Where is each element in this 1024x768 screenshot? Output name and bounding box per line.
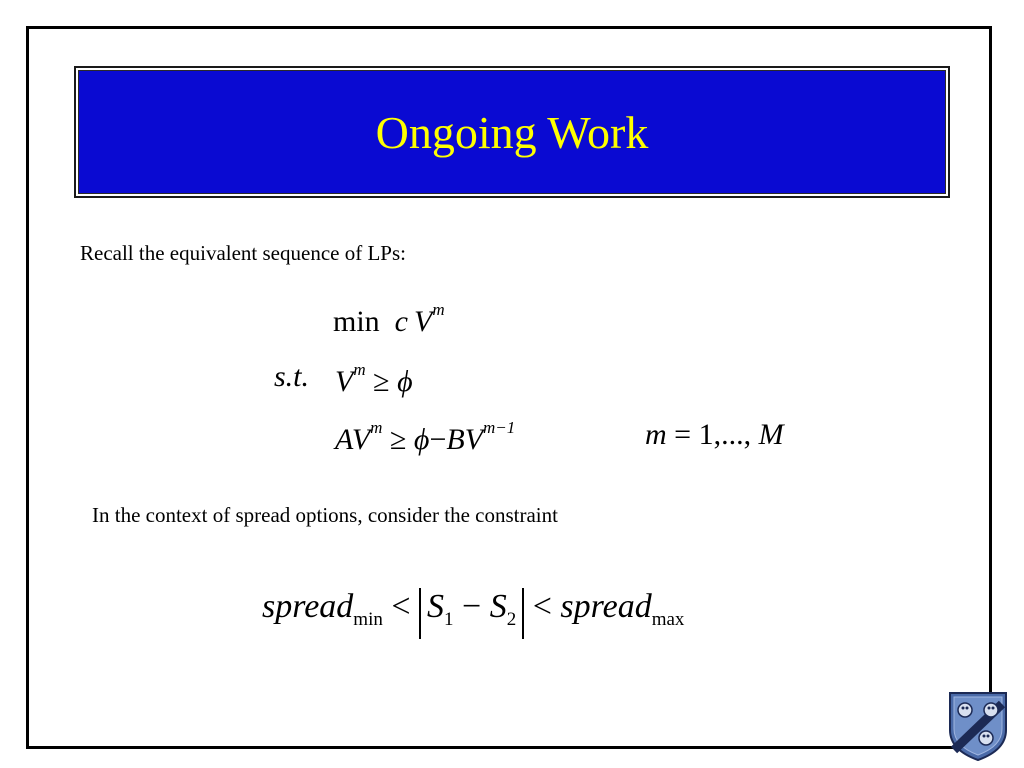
var-A: A	[335, 423, 352, 456]
equals-symbol: =	[674, 418, 692, 451]
subscript-1: 1	[444, 609, 454, 630]
phi-symbol: ϕ	[413, 423, 430, 456]
context-text: In the context of spread options, consider the constraint	[92, 503, 558, 527]
var-B: B	[446, 423, 465, 456]
var-V: V	[464, 423, 484, 456]
slide-title: Ongoing Work	[375, 106, 649, 158]
phi-symbol: ϕ	[397, 365, 413, 398]
spread-left: spread	[262, 588, 354, 625]
min-operator: min	[333, 305, 380, 338]
var-M: M	[758, 418, 784, 451]
spread-constraint	[262, 588, 684, 639]
superscript-m: m	[370, 418, 383, 437]
lp-objective	[333, 300, 445, 339]
lp-constraint-2	[335, 418, 515, 457]
spread-right: spread	[560, 588, 652, 625]
university-shield-icon	[948, 690, 1008, 762]
index-m: m	[645, 418, 667, 451]
var-c: c	[394, 305, 408, 338]
superscript-m: m	[353, 360, 366, 379]
var-V: V	[335, 365, 354, 398]
lp-constraint-1-expr	[335, 360, 413, 399]
lp-constraint-1	[274, 360, 309, 394]
less-than-1: <	[391, 588, 411, 625]
minus-symbol: −	[429, 423, 447, 456]
lp-index-range	[645, 418, 784, 452]
superscript-m-minus-1: m−1	[483, 418, 516, 437]
range-text: 1,...,	[698, 418, 759, 451]
subscript-2: 2	[506, 609, 517, 630]
less-than-2: <	[532, 588, 552, 625]
subscript-min: min	[353, 609, 383, 630]
var-V: V	[351, 423, 371, 456]
intro-text: Recall the equivalent sequence of LPs:	[80, 241, 406, 265]
absolute-value	[419, 588, 524, 639]
var-V: V	[414, 305, 433, 338]
var-S2: S	[489, 588, 507, 625]
geq-symbol: ≥	[373, 365, 390, 398]
minus-symbol: −	[462, 588, 482, 625]
geq-symbol: ≥	[389, 423, 407, 456]
var-S1: S	[427, 588, 445, 625]
subject-to-label: s.t.	[274, 360, 310, 393]
title-bar	[74, 66, 950, 198]
superscript-m: m	[432, 300, 445, 319]
subscript-max: max	[651, 609, 685, 630]
